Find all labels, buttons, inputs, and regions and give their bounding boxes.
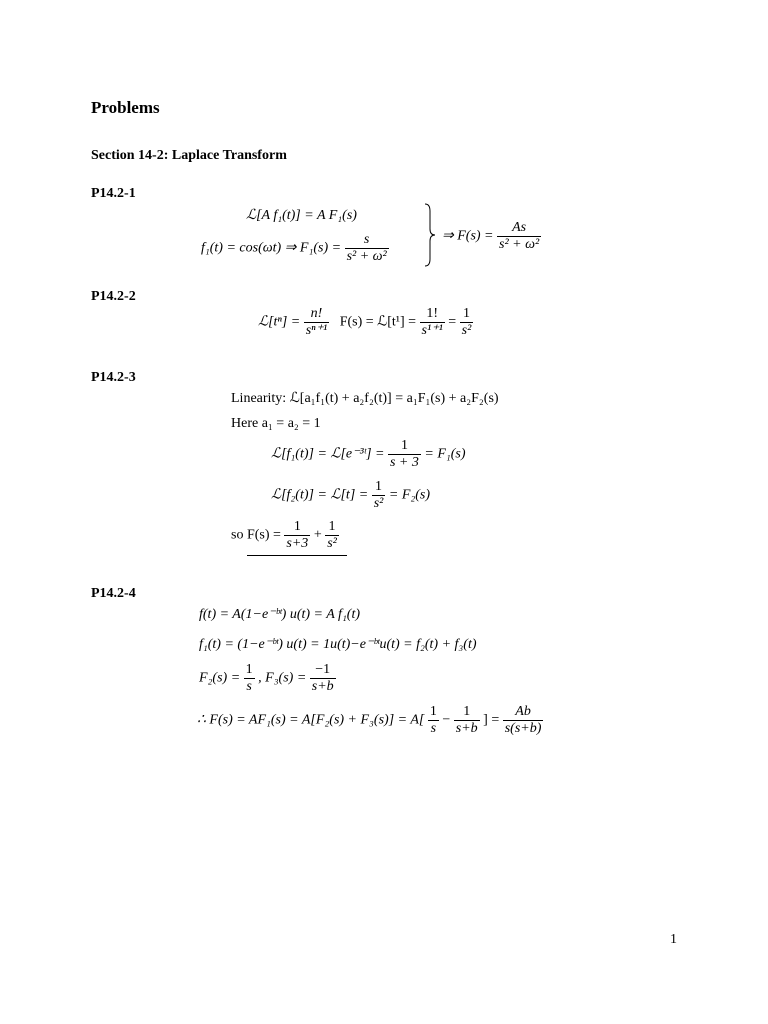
p3-solution: [231, 519, 339, 552]
p2-fraction-1-numerator: n!: [304, 306, 329, 323]
problem-label-p14-2-4: P14.2-4: [91, 586, 136, 601]
p1-result-fraction: [497, 220, 541, 253]
p2-fraction-3-numerator: 1: [460, 306, 474, 323]
p3-f2-denominator: s²: [373, 496, 384, 511]
p1-line2-fraction: [345, 232, 389, 265]
p4-line-3-f3-denominator: s+b: [311, 679, 334, 694]
p2-fraction-3: [460, 306, 474, 339]
p3-equation-f2: [271, 479, 430, 512]
p3-f2-rhs: = F₂(s): [388, 487, 431, 503]
p3-solution-numerator-2: 1: [325, 519, 339, 536]
p4-line-4-numerator-2: 1: [454, 704, 480, 721]
p3-solution-denominator-1: s+3: [286, 536, 309, 551]
p1-result-lhs: ⇒ F(s) =: [442, 228, 494, 244]
p3-solution-plus: +: [313, 527, 322, 543]
p4-line-4-numerator-3: Ab: [503, 704, 544, 721]
p3-solution-lhs: so F(s) =: [231, 527, 281, 543]
p1-result-denominator: s² + ω²: [499, 237, 540, 252]
p3-f1-fraction: [388, 438, 421, 471]
p2-fraction-3-denominator: s²: [461, 323, 472, 338]
p1-line2-lhs: f₁(t) = cos(ωt) ⇒ F₁(s) =: [201, 240, 342, 256]
p3-solution-denominator-2: s²: [327, 536, 337, 551]
section-heading: Section 14-2: Laplace Transform: [91, 148, 287, 163]
p2-fraction-2: [420, 306, 445, 339]
p2-fraction-2-denominator: s¹⁺¹: [421, 323, 443, 338]
p4-line-3-f2-fraction: [244, 662, 255, 695]
p4-line-2: f₁(t) = (1−e⁻ᵇᵗ) u(t) = 1u(t)−e⁻ᵇᵗu(t) = f₂(t) + f₃(t): [199, 637, 477, 652]
p2-fraction-2-numerator: 1!: [420, 306, 445, 323]
page-number: 1: [670, 932, 677, 947]
p2-fraction-1: [304, 306, 329, 339]
p4-line-4-fraction-3: [503, 704, 544, 737]
p4-line-4-fraction-2: [454, 704, 480, 737]
p3-f2-numerator: 1: [372, 479, 386, 496]
p4-line-3-f2-lhs: F₂(s) =: [199, 670, 241, 686]
p3-f1-numerator: 1: [388, 438, 421, 455]
p4-line-4-lhs: ∴ F(s) = AF₁(s) = A[F₂(s) + F₃(s)] = A[: [197, 712, 425, 728]
p4-line-1: f(t) = A(1−e⁻ᵇᵗ) u(t) = A f₁(t): [199, 607, 361, 622]
p4-line-4: [197, 704, 543, 737]
p4-line-3-f2-denominator: s: [246, 679, 252, 694]
p1-equation-line2: [201, 232, 389, 265]
p3-f1-denominator: s + 3: [389, 455, 419, 470]
p2-equals: =: [448, 314, 457, 330]
p4-line-4-minus: −: [442, 712, 451, 728]
p3-here-line: Here a₁ = a₂ = 1: [231, 416, 321, 431]
p4-line-4-numerator-1: 1: [429, 704, 437, 719]
p1-result-numerator: As: [497, 220, 541, 237]
p1-result: [442, 220, 541, 253]
problem-label-p14-2-1: P14.2-1: [91, 186, 136, 201]
right-brace-symbol: [424, 203, 436, 267]
p3-f2-fraction: [372, 479, 386, 512]
p1-equation-line1: ℒ[A f₁(t)] = A F₁(s): [246, 208, 357, 223]
p4-line-3-f2-numerator: 1: [245, 662, 253, 677]
p3-solution-fraction-2: [325, 519, 339, 552]
p2-equation: [258, 306, 473, 339]
p3-f1-rhs: = F₁(s): [424, 446, 466, 462]
p3-equation-f1: [271, 438, 466, 471]
problem-label-p14-2-2: P14.2-2: [91, 289, 136, 304]
p3-solution-fraction-1: [284, 519, 310, 552]
p2-lhs: ℒ[tⁿ] =: [258, 314, 301, 330]
p4-line-4-denominator-1: s: [430, 721, 437, 736]
p2-middle: F(s) = ℒ[t¹] =: [339, 314, 417, 330]
p4-line-3-f3-lhs: , F₃(s) =: [258, 670, 307, 686]
answer-underline: [247, 555, 347, 556]
p4-line-4-middle: ] =: [483, 712, 500, 728]
problems-heading: Problems: [91, 98, 160, 117]
p1-line2-denominator: s² + ω²: [346, 249, 387, 264]
p4-line-3: [199, 662, 336, 695]
p3-f1-lhs: ℒ[f₁(t)] = ℒ[e⁻³ᵗ] =: [271, 446, 385, 462]
p3-solution-numerator-1: 1: [284, 519, 310, 536]
p4-line-3-f3-fraction: [310, 662, 336, 695]
p4-line-4-fraction-1: [428, 704, 439, 737]
p2-fraction-1-denominator: sⁿ⁺¹: [305, 323, 328, 338]
p3-linearity-line: Linearity: ℒ[a₁f₁(t) + a₂f₂(t)] = a₁F₁(s) + a₂F₂(s): [231, 391, 499, 406]
p4-line-4-denominator-2: s+b: [455, 721, 478, 736]
p1-line2-numerator: s: [345, 232, 389, 249]
p4-line-4-denominator-3: s(s+b): [504, 721, 542, 736]
p3-f2-lhs: ℒ[f₂(t)] = ℒ[t] =: [271, 487, 369, 503]
problem-label-p14-2-3: P14.2-3: [91, 370, 136, 385]
p4-line-3-f3-numerator: −1: [310, 662, 336, 679]
